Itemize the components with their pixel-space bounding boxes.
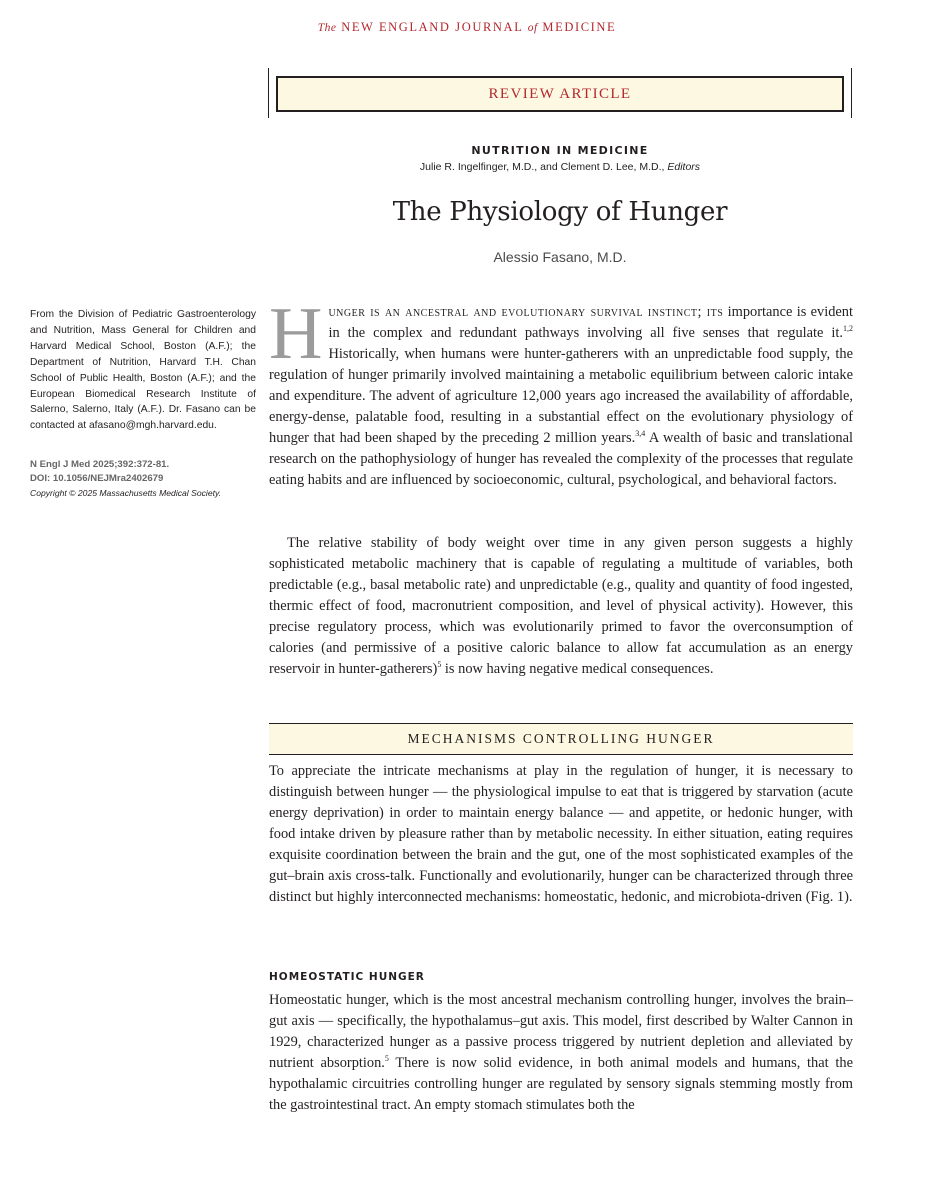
editors-role: Editors [667,161,701,173]
body-paragraph-1 [269,293,853,491]
header-journal-name: NEW ENGLAND JOURNAL [341,20,523,34]
header-of: of [527,22,538,34]
p4-text-b: There is now solid evidence, in both animal models and humans, that the hypothalamic circuitries controlling hunger are regulated by sensory signals stemming mostly from the gastrointestinal tract. An empty stomach stimulates both the [269,1055,853,1113]
section-heading-band [269,723,853,755]
article-type-box [268,68,852,118]
reference-superscript[interactable]: 5 [384,1054,389,1064]
lead-in-small-caps: unger is an ancestral and evolutionary survival instinct; its [328,304,724,320]
p1-text-b: Historically, when humans were hunter-gatherers with an unpredictable food supply, the regulation of hunger primarily involved maintaining a metabolic equilibrium between caloric intake and expenditure. The advent of agriculture 12,000 years ago increased the availability of affordable, energy-dense, palatable food, resulting in a substantial effect on the evolutionary physiology of hunger that had been shaped by the preceding 2 million years. [269,346,853,446]
citation-doi[interactable]: DOI: 10.1056/NEJMra2402679 [30,473,164,484]
drop-cap: H [269,293,323,375]
series-title: NUTRITION IN MEDICINE [471,144,649,157]
header-medicine: MEDICINE [542,20,617,34]
p4-text-a: Homeostatic hunger, which is the most ancestral mechanism controlling hunger, involves the brain–gut axis — specifically, the hypothalamus–gut axis. This model, first described by Walter Cannon in 1929, characterized hunger as a passive process triggered by nutrient depletion and alleviated by nutrient absorption. [269,992,853,1071]
body-paragraph-4 [269,990,853,1116]
article-type-banner [276,76,844,112]
p1-text-c: A wealth of basic and translational research on the pathophysiology of hunger has revealed the complexity of the processes that regulate eating habits and are influenced by socioeconomic, cultural, psychological, and behavioral factors. [269,430,853,488]
body-paragraph-2 [269,533,853,680]
reference-superscript[interactable]: 5 [437,660,442,670]
header-the: The [317,22,337,34]
body-paragraph-3: To appreciate the intricate mechanisms at play in the regulation of hunger, it is necessary to distinguish between hunger — the physiological impulse to eat that is triggered by starvation (acute energy deprivation) in order to maintain energy balance — and appetite, or hedonic hunger, with food intake driven by pleasure rather than by metabolic necessity. In either situation, eating requires exquisite coordination between the brain and the gut, one of the most sophisticated examples of the gut–brain axis cross-talk. Functionally and evolutionarily, hunger can be characterized through three distinct but highly interconnected mechanisms: homeostatic, hedonic, and microbiota-driven (Fig. 1). [269,763,853,905]
article-author: Alessio Fasano, M.D. [493,249,627,265]
reference-superscript[interactable]: 3,4 [635,429,646,439]
p2-text-b: is now having negative medical consequences. [441,661,714,677]
citation-block [30,458,260,500]
p2-text-a: The relative stability of body weight over time in any given person suggests a highly sophisticated metabolic machinery that is capable of regulating a multitude of variables, both predictable (e.g., basal metabolic rate) and unpredictable (e.g., quality and quantity of food ingested, thermic effect of food, macronutrient composition, and level of physical activity). However, this precise regulatory process, which was evolutionarily primed to favor the overconsumption of calories (and permissive of a positive caloric balance to allow fat accumulation as an energy reservoir in hunter-gatherers) [269,535,853,677]
article-type-label: REVIEW ARTICLE [488,85,632,102]
article-title: The Physiology of Hunger [392,197,728,227]
editors-names: Julie R. Ingelfinger, M.D., and Clement D. Lee, M.D., [419,161,665,173]
running-header [0,20,934,35]
section-heading: MECHANISMS CONTROLLING HUNGER [407,731,715,746]
editors-line [268,161,852,173]
citation-journal: N Engl J Med 2025;392:372-81. [30,459,170,470]
reference-superscript[interactable]: 1,2 [843,324,853,334]
p1-text-a: importance is evident in the complex and redundant pathways involving all five senses that regulate it. [328,304,853,341]
citation-copyright: Copyright © 2025 Massachusetts Medical Society. [30,488,222,498]
subsection-heading: HOMEOSTATIC HUNGER [269,971,425,983]
author-affiliation: From the Division of Pediatric Gastroenterology and Nutrition, Mass General for Children and Harvard Medical School, Boston (A.F.); the Department of Nutrition, Harvard T.H. Chan School of Public Health, Boston (A.F.); and the European Biomedical Research Institute of Salerno, Salerno, Italy (A.F.). Dr. Fasano can be contacted at afasano@mgh.harvard.edu. [30,309,256,432]
